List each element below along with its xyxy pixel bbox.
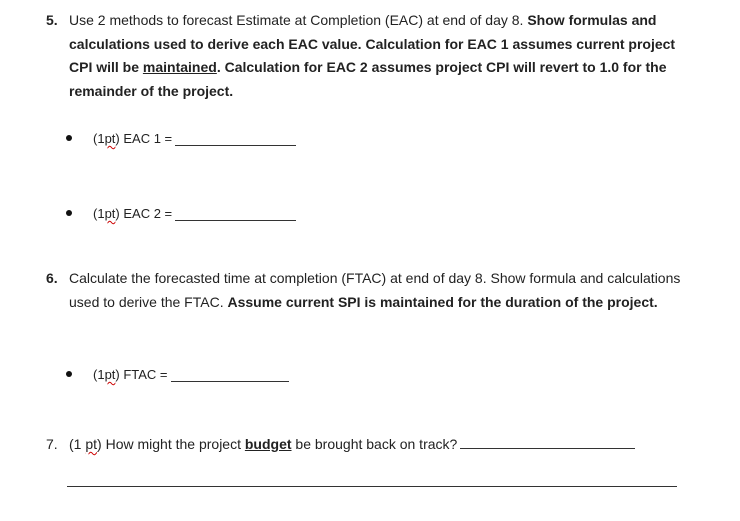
- ftac-label: ) FTAC =: [115, 367, 168, 382]
- q7-answer-line-2[interactable]: [67, 486, 677, 487]
- eac1-label: ) EAC 1 =: [115, 131, 173, 146]
- question-6-text: [69, 267, 686, 314]
- question-6-intro: Calculate the forecasted time at completion (FTAC) at end of day 8. Show formula and calculations used to derive the FTAC.: [69, 270, 681, 310]
- question-6-number: 6.: [46, 270, 58, 286]
- budget-word: budget: [244, 436, 292, 452]
- ftac-item: (1 pt ) FTAC =: [66, 362, 289, 382]
- question-7-number: 7.: [46, 436, 58, 452]
- question-6: [46, 267, 686, 314]
- eac1-answer-blank[interactable]: [175, 130, 296, 146]
- ftac-answer-blank[interactable]: [171, 366, 289, 382]
- question-5: [46, 9, 686, 103]
- question-7: [46, 433, 686, 457]
- question-5-bold-3: . Calculation for EAC 2 assumes project CPI will revert to 1.0 for the remainder of the project.: [69, 59, 667, 99]
- maintained-word: maintained: [142, 59, 217, 75]
- question-5-intro: Use 2 methods to forecast Estimate at Completion (EAC) at end of day 8.: [69, 12, 524, 28]
- bullet-icon: [66, 135, 72, 141]
- question-7-text: (1 pt) How might the project budget be brought back on track?: [69, 433, 686, 457]
- eac2-item: (1 pt ) EAC 2 =: [66, 201, 296, 221]
- question-5-bold-1: Show formulas and calculations used to derive each EAC value.: [69, 12, 657, 52]
- eac2-answer-blank[interactable]: [175, 205, 296, 221]
- bullet-icon: [66, 371, 72, 377]
- eac2-label: ) EAC 2 =: [115, 206, 173, 221]
- eac1-item: (1 pt ) EAC 1 =: [66, 126, 296, 146]
- question-7-text-after: be brought back on track?: [295, 436, 458, 452]
- bullet-icon: [66, 210, 72, 216]
- question-7-text-before: ) How might the project: [97, 436, 241, 452]
- question-5-text: [69, 9, 686, 103]
- question-6-bold: Assume current SPI is maintained for the duration of the project.: [227, 293, 658, 310]
- question-5-bold-2: Calculation for EAC 1 assumes current project CPI will be: [69, 35, 676, 75]
- q7-answer-blank[interactable]: [460, 433, 635, 449]
- question-5-number: 5.: [46, 12, 58, 28]
